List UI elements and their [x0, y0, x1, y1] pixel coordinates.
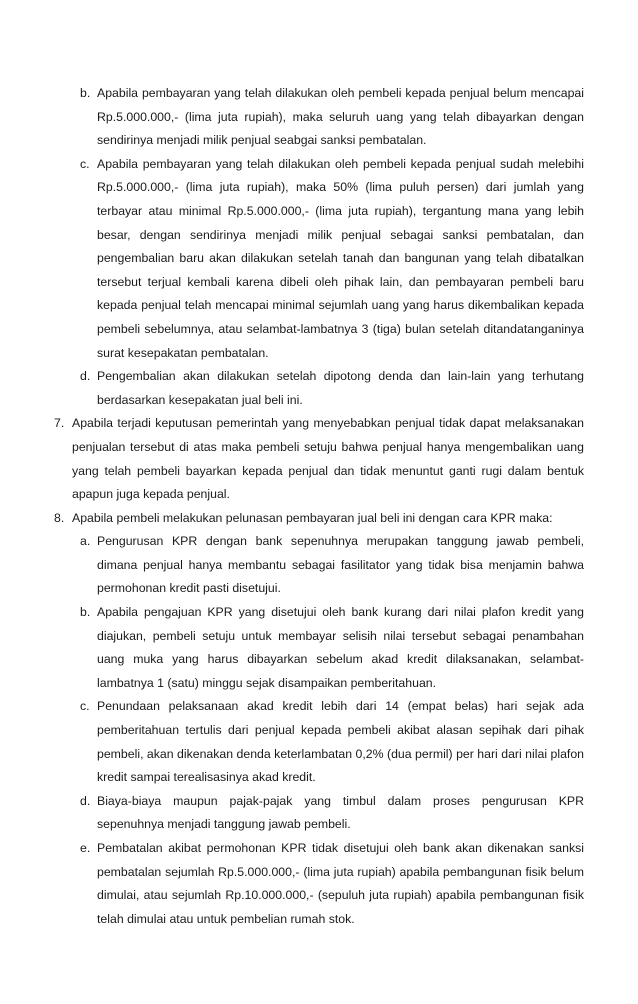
list-letter: d.	[80, 369, 91, 384]
continued-list	[57, 82, 584, 412]
sublist-item-a	[80, 530, 584, 601]
list-letter: e.	[80, 841, 91, 855]
sublist-item-b	[80, 601, 584, 695]
list-item-d	[80, 365, 584, 412]
numbered-item-8	[54, 507, 584, 932]
list-text: Penundaan pelaksanaan akad kredit lebih dari 14 (empat belas) hari sejak ada pemberitahuan tertulis dari penjual kepada pembeli akibat alasan sepihak dari pihak pembeli, akan dikenakan denda keterlambatan 0,2% (dua permil) per hari dari nilai plafon kredit sampai terealisasinya akad kredit.	[97, 699, 584, 785]
item-text: Apabila terjadi keputusan pemerintah yang menyebabkan penjual tidak dapat melaksanakan penjualan tersebut di atas maka pembeli setuju bahwa penjual hanya mengembalikan uang yang telah pembeli bayarkan kepada penjual dan tidak menuntut ganti rugi dalam bentuk apapun juga kepada penjual.	[72, 416, 584, 502]
sublist	[72, 530, 584, 931]
list-text: Pengembalian akan dilakukan setelah dipotong denda dan lain-lain yang terhutang berdasarkan kesepakatan jual beli ini.	[97, 369, 584, 407]
list-letter: b.	[80, 605, 91, 620]
list-letter: d.	[80, 793, 91, 808]
sublist-item-d	[80, 790, 584, 837]
document-content	[54, 82, 584, 931]
list-text: Apabila pengajuan KPR yang disetujui oleh bank kurang dari nilai plafon kredit yang diajukan, pembeli setuju untuk membayar selisih nilai tersebut sebagai penambahan uang muka yang harus dibayarkan sebelum akad kredit dilaksanakan, selambat-lambatnya 1 (satu) minggu sejak disampaikan pemberitahuan.	[97, 605, 584, 690]
list-letter: c.	[80, 699, 90, 714]
list-item-c	[80, 153, 584, 365]
item-number: 7.	[54, 416, 65, 431]
item-number: 8.	[54, 510, 65, 525]
list-letter: c.	[80, 156, 90, 171]
item-body	[72, 507, 584, 932]
list-text: Pengurusan KPR dengan bank sepenuhnya merupakan tanggung jawab pembeli, dimana penjual hanya membantu sebagai fasilitator yang tidak bisa menjamin bahwa permohonan kredit pasti disetujui.	[97, 534, 584, 596]
item-text: Apabila pembeli melakukan pelunasan pembayaran jual beli ini dengan cara KPR maka:	[72, 510, 553, 525]
item-body	[72, 412, 584, 506]
list-item-b	[80, 82, 584, 153]
list-text: Biaya-biaya maupun pajak-pajak yang timbul dalam proses pengurusan KPR sepenuhnya menjadi tanggung jawab pembeli.	[97, 793, 584, 832]
sublist-item-c	[80, 695, 584, 789]
list-text: Apabila pembayaran yang telah dilakukan oleh pembeli kepada penjual sudah melebihi Rp.5.000.000,- (lima juta rupiah), maka 50% (lima puluh persen) dari jumlah yang terbayar atau minimal Rp.5.000.000,- (lima juta rupiah), tergantung mana yang lebih besar, dengan sendirinya menjadi milik penjual sebagai sanksi pembatalan, dan pengembalian baru akan dilakukan setelah tanah dan bangunan yang telah dibatalkan tersebut terjual kembali karena dibeli oleh pihak lain, dan pembayaran pembeli baru kepada penjual telah mencapai minimal sejumlah uang yang harus dikembalikan kepada pembeli sebelumnya, atau selambat-lambatnya 3 (tiga) bulan setelah ditandatanganinya surat kesepakatan pembatalan.	[97, 156, 584, 360]
sublist-item-e	[80, 837, 584, 931]
list-letter: b.	[80, 86, 91, 100]
list-letter: a.	[80, 534, 91, 549]
numbered-item-7	[54, 412, 584, 506]
list-text: Apabila pembayaran yang telah dilakukan oleh pembeli kepada penjual belum mencapai Rp.5.000.000,- (lima juta rupiah), maka seluruh uang yang telah dibayarkan dengan sendirinya menjadi milik penjual seabgai sanksi pembatalan.	[97, 86, 584, 148]
list-text: Pembatalan akibat permohonan KPR tidak disetujui oleh bank akan dikenakan sanksi pembatalan sejumlah Rp.5.000.000,- (lima juta rupiah) apabila pembangunan fisik belum dimulai, atau sejumlah Rp.10.000.000,- (sepuluh juta rupiah) apabila pembangunan fisik telah dimulai atau untuk pembelian rumah stok.	[97, 841, 584, 926]
